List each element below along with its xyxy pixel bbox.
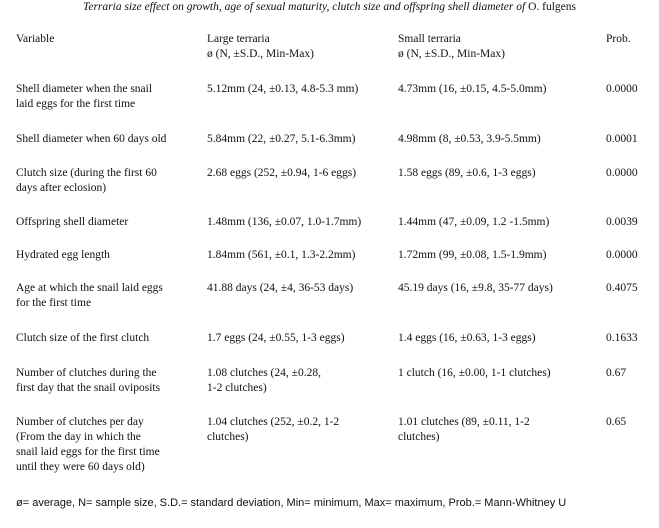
row-6-prob: 0.4075 (606, 282, 638, 294)
caption-species: O. fulgens (528, 1, 576, 13)
cell-line: 1.08 clutches (24, ±0.28, (207, 367, 321, 379)
row-7-small (398, 331, 598, 346)
cell-line: 1.4 eggs (16, ±0.63, 1-3 eggs) (398, 332, 536, 344)
cell-line: 4.73mm (16, ±0.15, 4.5-5.0mm) (398, 83, 547, 95)
cell-line: 4.98mm (8, ±0.53, 3.9-5.5mm) (398, 133, 541, 145)
cell-line: 1.72mm (99, ±0.08, 1.5-1.9mm) (398, 249, 547, 261)
row-7-large (207, 331, 397, 346)
footnote: ø= average, N= sample size, S.D.= standard deviation, Min= minimum, Max= maximum, Prob.= Mann-Whitney U (16, 497, 567, 509)
cell-line: for the first time (16, 297, 92, 309)
cell-line: 1.84mm (561, ±0.1, 1.3-2.2mm) (207, 249, 356, 261)
row-8-prob: 0.67 (606, 367, 627, 379)
cell-line: Hydrated egg length (16, 249, 110, 261)
cell-line: days after eclosion) (16, 182, 107, 194)
row-5-variable (16, 248, 196, 263)
cell-line: 1.7 eggs (24, ±0.55, 1-3 eggs) (207, 332, 345, 344)
row-9-large (207, 415, 397, 445)
header-large (207, 32, 397, 62)
row-1-large (207, 82, 397, 97)
row-7-variable (16, 331, 196, 346)
caption-text: Terraria size effect on growth, age of sexual maturity, clutch size and offspring shell diameter of (83, 1, 529, 13)
row-3-variable (16, 166, 196, 196)
cell-line: Clutch size (during the first 60 (16, 167, 157, 179)
row-3-large (207, 166, 397, 181)
row-3-small (398, 166, 598, 181)
cell-line: Offspring shell diameter (16, 216, 129, 228)
row-8-variable (16, 366, 196, 396)
row-2-prob: 0.0001 (606, 133, 638, 145)
cell-line: Number of clutches during the (16, 367, 157, 379)
row-2-variable (16, 132, 196, 147)
cell-line: 5.12mm (24, ±0.13, 4.8-5.3 mm) (207, 83, 359, 95)
cell-line: 1.04 clutches (252, ±0.2, 1-2 (207, 416, 340, 428)
cell-line: snail laid eggs for the first time (16, 446, 160, 458)
cell-line: 2.68 eggs (252, ±0.94, 1-6 eggs) (207, 167, 357, 179)
row-9-variable (16, 415, 196, 475)
row-4-small (398, 215, 598, 230)
cell-line: clutches) (398, 431, 440, 443)
cell-line: laid eggs for the first time (16, 98, 136, 110)
header-small (398, 32, 598, 62)
row-5-prob: 0.0000 (606, 249, 638, 261)
cell-line: Clutch size of the first clutch (16, 332, 150, 344)
cell-line: 1.58 eggs (89, ±0.6, 1-3 eggs) (398, 167, 536, 179)
cell-line: until they were 60 days old) (16, 461, 145, 473)
header-large-sub: ø (N, ±S.D., Min-Max) (207, 48, 314, 60)
row-1-variable (16, 82, 196, 112)
row-4-prob: 0.0039 (606, 216, 638, 228)
header-small-sub: ø (N, ±S.D., Min-Max) (398, 48, 505, 60)
cell-line: clutches) (207, 431, 249, 443)
cell-line: 1-2 clutches) (207, 382, 267, 394)
row-8-large (207, 366, 397, 396)
row-2-large (207, 132, 397, 147)
row-6-variable (16, 281, 196, 311)
row-1-prob: 0.0000 (606, 83, 638, 95)
cell-line: Age at which the snail laid eggs (16, 282, 163, 294)
header-large-title: Large terraria (207, 33, 270, 45)
row-4-large (207, 215, 397, 230)
table-caption (0, 0, 659, 14)
cell-line: 1 clutch (16, ±0.00, 1-1 clutches) (398, 367, 551, 379)
row-6-large (207, 281, 397, 296)
cell-line: first day that the snail oviposits (16, 382, 161, 394)
header-small-title: Small terraria (398, 33, 461, 45)
header-prob: Prob. (606, 33, 631, 45)
row-8-small (398, 366, 598, 381)
row-5-large (207, 248, 397, 263)
row-2-small (398, 132, 598, 147)
row-9-prob: 0.65 (606, 416, 627, 428)
cell-line: Shell diameter when the snail (16, 83, 153, 95)
cell-line: 41.88 days (24, ±4, 36-53 days) (207, 282, 354, 294)
row-6-small (398, 281, 598, 296)
cell-line: 45.19 days (16, ±9.8, 35-77 days) (398, 282, 553, 294)
row-9-small (398, 415, 598, 445)
row-5-small (398, 248, 598, 263)
cell-line: (From the day in which the (16, 431, 141, 443)
row-1-small (398, 82, 598, 97)
cell-line: 1.44mm (47, ±0.09, 1.2 -1.5mm) (398, 216, 550, 228)
cell-line: 5.84mm (22, ±0.27, 5.1-6.3mm) (207, 133, 356, 145)
cell-line: Shell diameter when 60 days old (16, 133, 167, 145)
cell-line: 1.01 clutches (89, ±0.11, 1-2 (398, 416, 530, 428)
row-7-prob: 0.1633 (606, 332, 638, 344)
cell-line: 1.48mm (136, ±0.07, 1.0-1.7mm) (207, 216, 362, 228)
row-4-variable (16, 215, 196, 230)
cell-line: Number of clutches per day (16, 416, 144, 428)
row-3-prob: 0.0000 (606, 167, 638, 179)
header-variable: Variable (16, 33, 55, 45)
